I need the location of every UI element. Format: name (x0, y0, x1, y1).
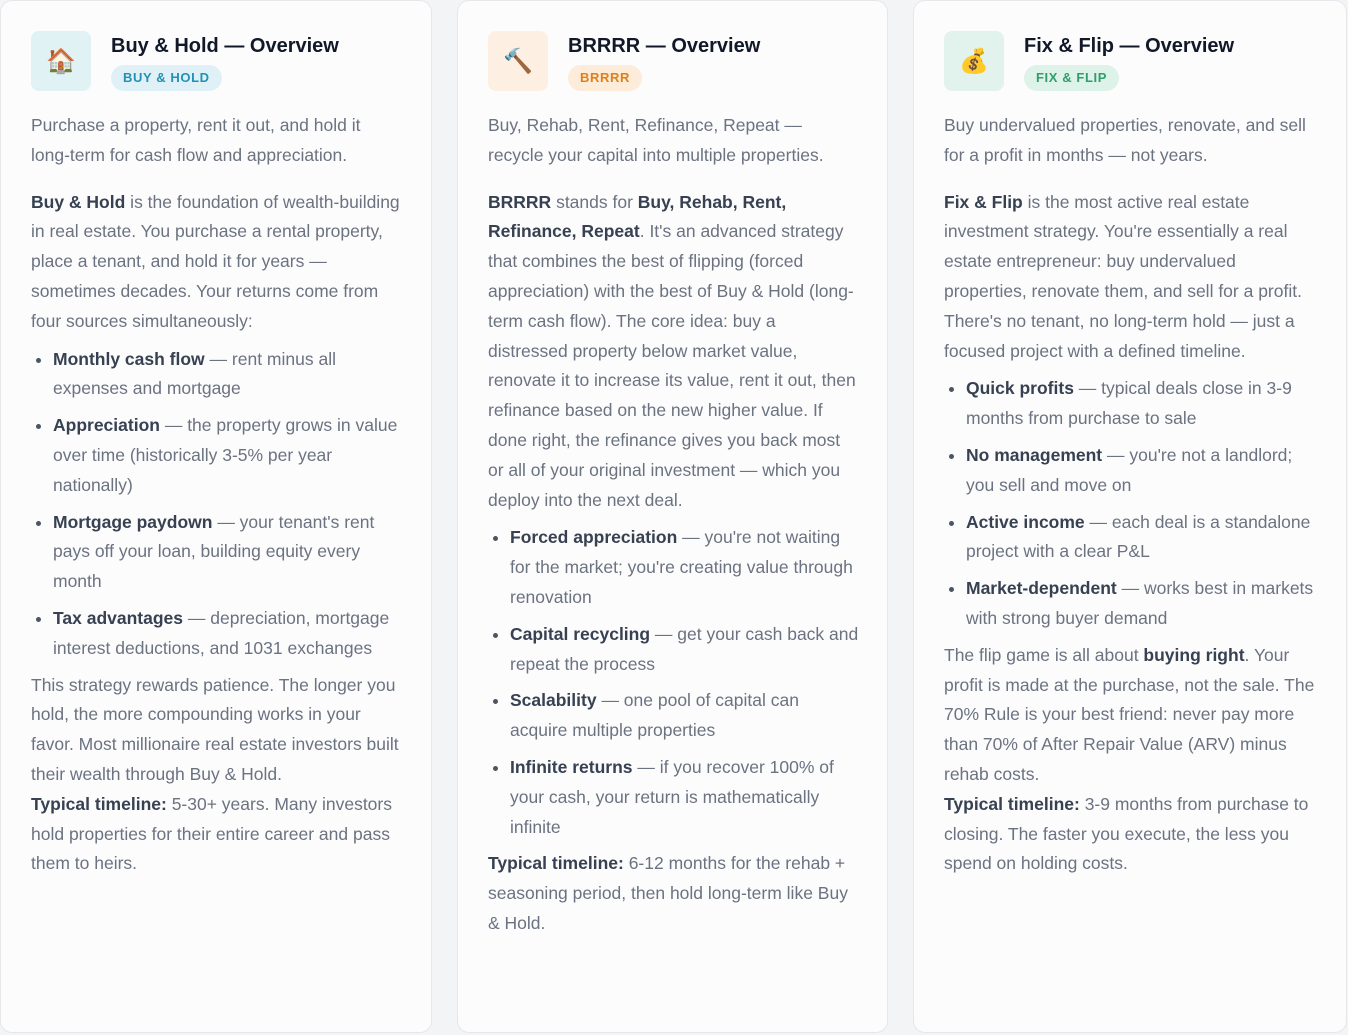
card-fix-and-flip (913, 0, 1347, 1033)
card-paragraph: Buy & Hold is the foundation of wealth-building in real estate. You purchase a rental property, place a tenant, and hold it for years — sometimes decades. Your returns come from four sources simultaneously: (31, 191, 400, 331)
card-paragraph: BRRRR stands for Buy, Rehab, Rent, Refinance, Repeat. It's an advanced strategy that combines the best of flipping (forced appreciation) with the best of Buy & Hold (long-term cash flow). The core idea: buy a distressed property below market value, renovate it to increase its value, rent it out, then refinance based on the new higher value. If done right, the refinance gives you back most or all of your original investment — which you deploy into the next deal. (488, 191, 856, 510)
timeline: Typical timeline: 6-12 months for the rehab + seasoning period, then hold long-term like Buy & Hold. (488, 853, 848, 933)
card-brrrr (457, 0, 888, 1033)
list-item: • No management — you're not a landlord; you sell and move on (966, 441, 1318, 501)
list-item: • Market-dependent — works best in markets with strong buyer demand (966, 574, 1318, 634)
closing-paragraph: This strategy rewards patience. The longer you hold, the more compounding works in your favor. Most millionaire real estate investors built their wealth through Buy & Hold. (31, 674, 399, 784)
card-title: Buy & Hold — Overview (111, 35, 339, 57)
card-title: BRRRR — Overview (568, 35, 761, 57)
timeline: Typical timeline: 3-9 months from purchase to closing. The faster you execute, the less you spend on holding costs. (944, 793, 1309, 874)
closing-paragraph: The flip game is all about buying right. Your profit is made at the purchase, not the sale. The 70% Rule is your best friend: never pay more than 70% of After Repair Value (ARV) minus rehab costs. (944, 644, 1315, 784)
house-icon: 🏠 (31, 31, 91, 91)
card-intro: Buy, Rehab, Rent, Refinance, Repeat — recycle your capital into multiple properties. (488, 115, 824, 165)
card-intro: Buy undervalued properties, renovate, and sell for a profit in months — not years. (944, 115, 1306, 165)
card-body (31, 111, 403, 879)
list-item: • Infinite returns — if you recover 100% of your cash, your return is mathematically infinite (510, 753, 860, 842)
list-item: • Tax advantages — depreciation, mortgage interest deductions, and 1031 exchanges (53, 604, 403, 664)
list-item: • Mortgage paydown — your tenant's rent pays off your loan, building equity every month (53, 508, 403, 597)
list-item: • Quick profits — typical deals close in 3-9 months from purchase to sale (966, 374, 1318, 434)
strategy-badge: BUY & HOLD (111, 65, 222, 91)
card-body (488, 111, 860, 939)
list-item: • Active income — each deal is a standalone project with a clear P&L (966, 508, 1318, 568)
benefit-list (944, 374, 1318, 633)
list-item: • Monthly cash flow — rent minus all expenses and mortgage (53, 345, 403, 405)
benefit-list (488, 523, 860, 842)
money-bag-icon: 💰 (944, 31, 1004, 91)
list-item: • Capital recycling — get your cash back and repeat the process (510, 620, 860, 680)
card-buy-and-hold (0, 0, 432, 1033)
timeline: Typical timeline: 5-30+ years. Many investors hold properties for their entire career and pass them to heirs. (31, 793, 392, 874)
hammer-icon: 🔨 (488, 31, 548, 91)
strategy-badge: FIX & FLIP (1024, 65, 1119, 91)
card-title: Fix & Flip — Overview (1024, 35, 1235, 57)
card-header (31, 31, 431, 93)
list-item: • Scalability — one pool of capital can acquire multiple properties (510, 686, 860, 746)
card-header (944, 31, 1346, 93)
benefit-list (31, 345, 403, 664)
card-intro: Purchase a property, rent it out, and hold it long-term for cash flow and appreciation. (31, 115, 361, 165)
list-item: • Appreciation — the property grows in value over time (historically 3-5% per year nationally) (53, 411, 403, 500)
card-header (488, 31, 887, 93)
card-paragraph: Fix & Flip is the most active real estate investment strategy. You're essentially a real estate entrepreneur: buy undervalued properties, renovate them, and sell for a profit. There's no tenant, no long-term hold — just a focused project with a defined timeline. (944, 191, 1302, 361)
strategy-badge: BRRRR (568, 65, 642, 91)
list-item: • Forced appreciation — you're not waiting for the market; you're creating value through renovation (510, 523, 860, 612)
card-body (944, 111, 1318, 879)
